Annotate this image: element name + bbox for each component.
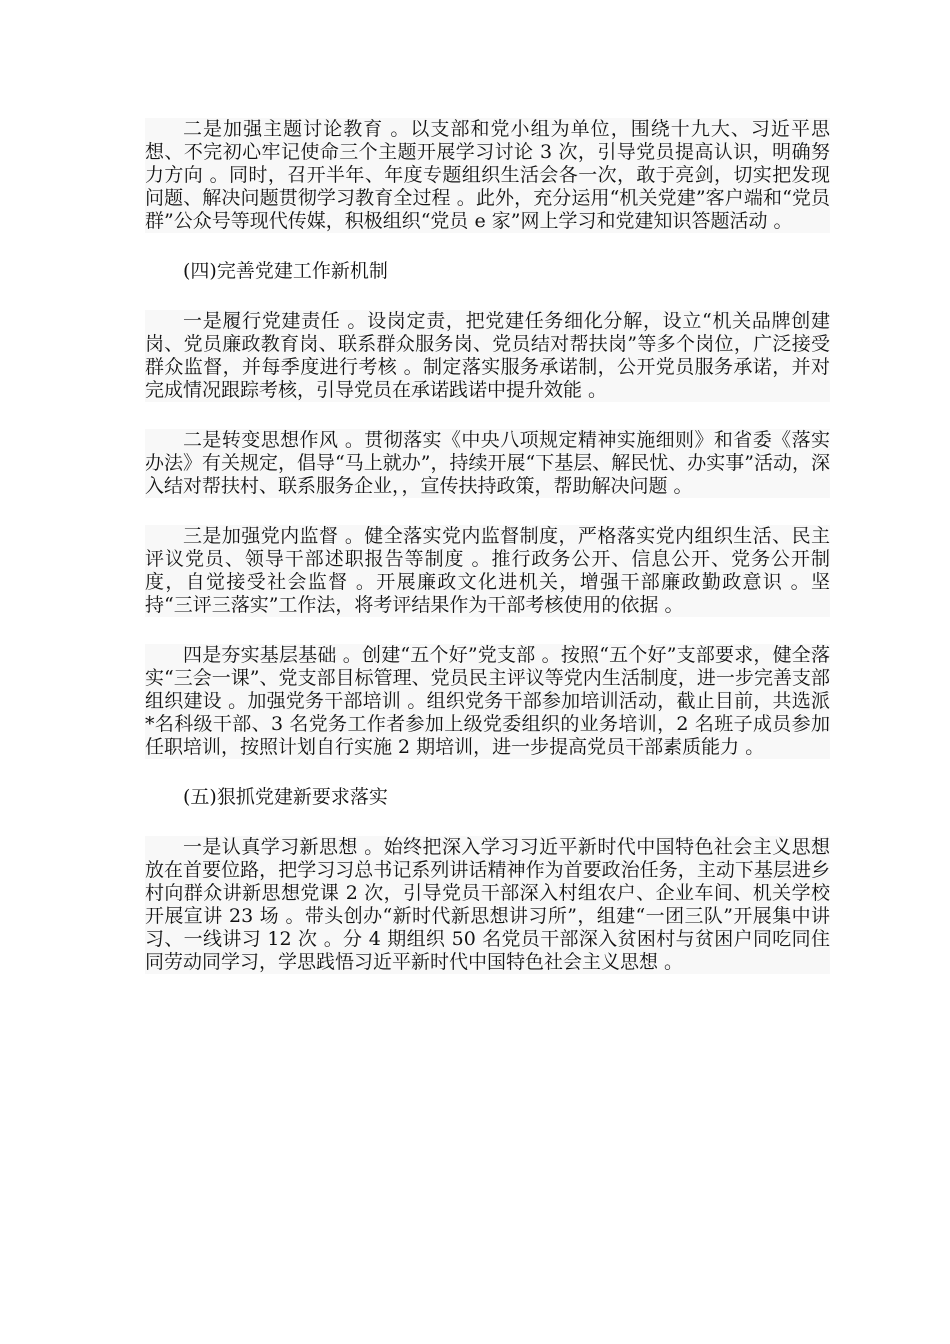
paragraph-theme-discussion: 二是加强主题讨论教育 。以支部和党小组为单位，围绕十九大、习近平思想、不完初心牢记使命三个主题开展学习讨论 3 次，引导党员提高认识，明确努力方向 。同时，召开半年、年度专题组织生活会各一次，敢于亮剑，切实把发现问题、解决问题贯彻学习教育全过程 。此外，充分运用“机关党建”客户端和“党员群”公众号等现代传媒，积极组织“党员 e 家”网上学习和党建知识答题活动 。: [145, 118, 830, 232]
document-page: [145, 118, 830, 974]
paragraph-study-new-thought: 一是认真学习新思想 。始终把深入学习习近平新时代中国特色社会主义思想放在首要位路，把学习习总书记系列讲话精神作为首要政治任务，主动下基层进乡村向群众讲新思想党课 2 次，引导党员干部深入村组农户、企业车间、机关学校开展宣讲 23 场 。带头创办“新时代新思想讲习所”，组建“一团三队”开展集中讲习、一线讲习 12 次 。分 4 期组织 50 名党员干部深入贫困村与贫困户同吃同住同劳动同学习，学思践悟习近平新时代中国特色社会主义思想 。: [145, 836, 830, 973]
paragraph-internal-supervision: 三是加强党内监督 。健全落实党内监督制度，严格落实党内组织生活、民主评议党员、领导干部述职报告等制度 。推行政务公开、信息公开、党务公开制度，自觉接受社会监督 。开展廉政文化进机关，增强干部廉政勤政意识 。坚持“三评三落实”工作法，将考评结果作为干部考核使用的依据 。: [145, 525, 830, 616]
section-heading-5: (五)狠抓党建新要求落实: [145, 786, 830, 809]
paragraph-party-responsibility: 一是履行党建责任 。设岗定责，把党建任务细化分解，设立“机关品牌创建岗、党员廉政教育岗、联系群众服务岗、党员结对帮扶岗”等多个岗位，广泛接受群众监督，并每季度进行考核 。制定落实服务承诺制，公开党员服务承诺，并对完成情况跟踪考核，引导党员在承诺践诺中提升效能 。: [145, 310, 830, 401]
section-heading-4: (四)完善党建工作新机制: [145, 260, 830, 283]
paragraph-grassroots-foundation: 四是夯实基层基础 。创建“五个好”党支部 。按照“五个好”支部要求，健全落实“三会一课”、党支部目标管理、党员民主评议等党内生活制度，进一步完善支部组织建设 。加强党务干部培训 。组织党务干部参加培训活动，截止目前，共选派*名科级干部、3 名党务工作者参加上级党委组织的业务培训，2 名班子成员参加任职培训，按照计划自行实施 2 期培训，进一步提高党员干部素质能力 。: [145, 644, 830, 758]
paragraph-work-style: 二是转变思想作风 。贯彻落实《中央八项规定精神实施细则》和省委《落实办法》有关规定，倡导“马上就办”，持续开展“下基层、解民忧、办实事”活动，深入结对帮扶村、联系服务企业，，宣传扶持政策，帮助解决问题 。: [145, 429, 830, 497]
